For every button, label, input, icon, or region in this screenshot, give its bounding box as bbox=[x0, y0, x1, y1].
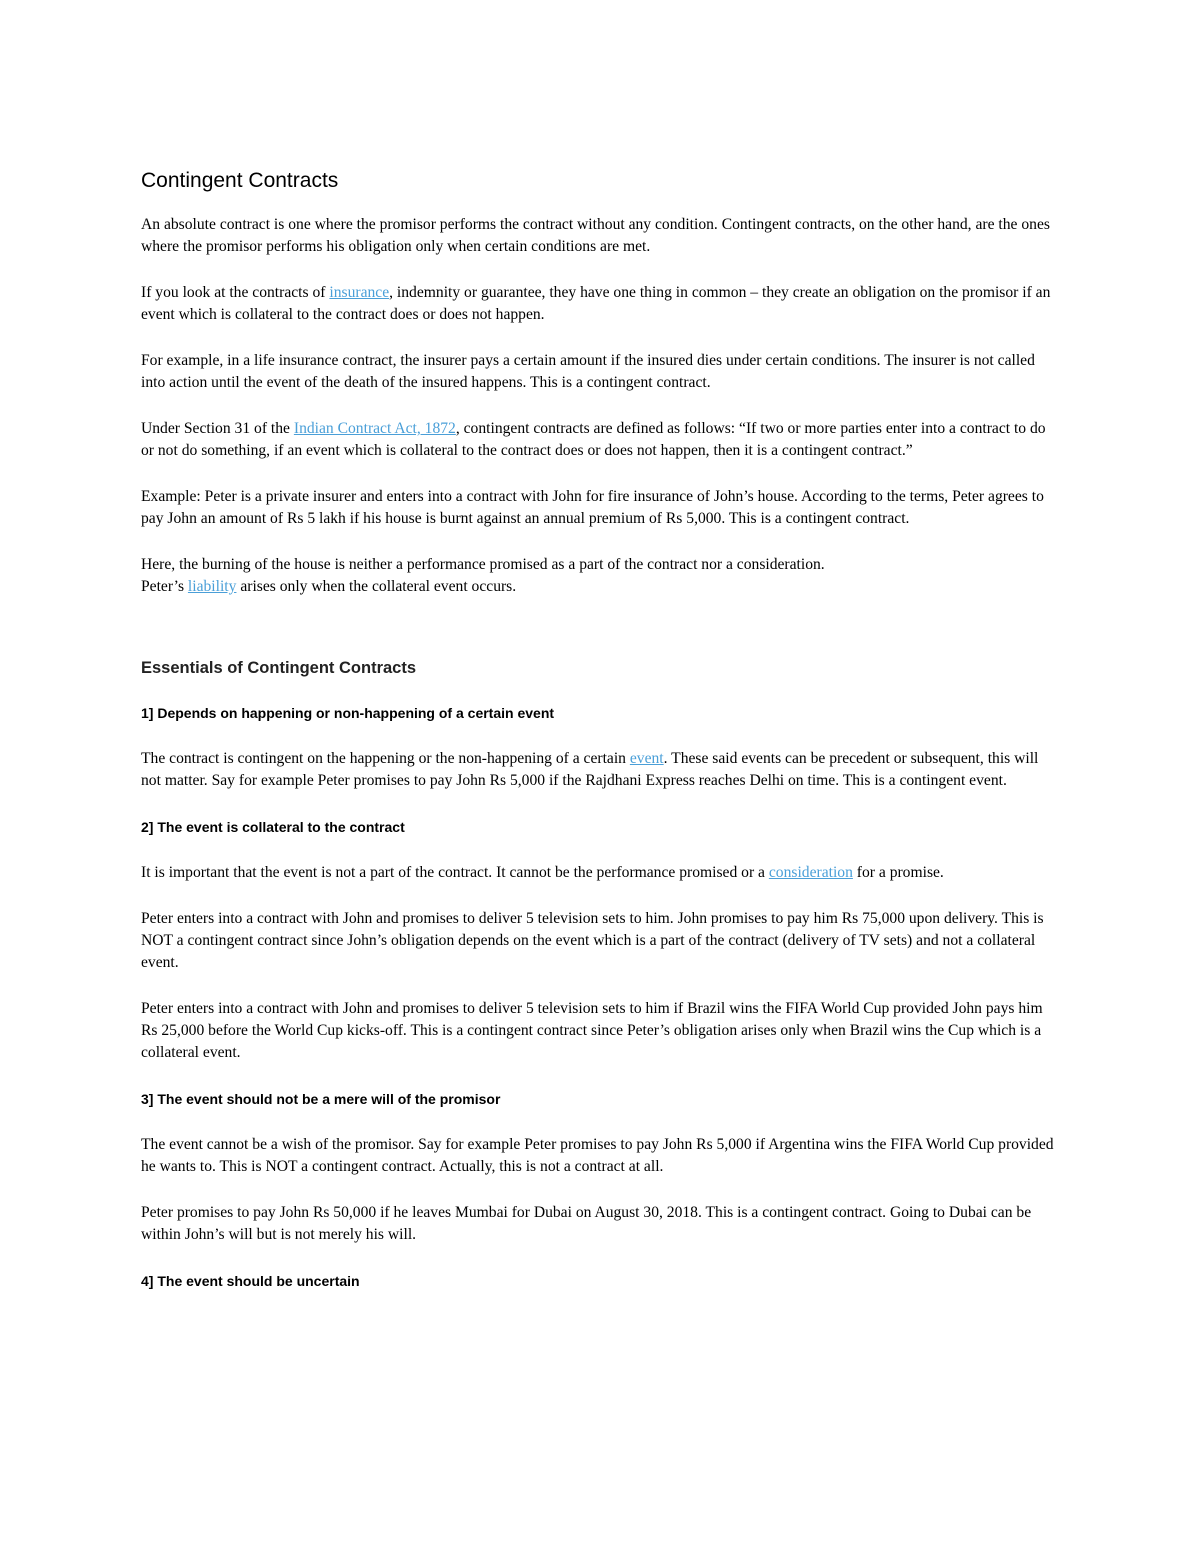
text-run: , contingent contracts are defined as follows: “If two or more parties enter into a contract to do or not do something, if an event which is collateral to the contract does or does not happen, then it is a contingent contract.” bbox=[141, 420, 1046, 459]
essential-2-paragraph bbox=[141, 862, 1061, 884]
liability-link[interactable]: liability bbox=[187, 578, 237, 595]
text-run: If you look at the contracts of bbox=[141, 284, 330, 301]
text-run: Peter’s bbox=[141, 578, 188, 595]
text-run: Under Section 31 of the bbox=[141, 420, 294, 437]
text-run: Here, the burning of the house is neither a performance promised as a part of the contract nor a consideration. bbox=[141, 556, 825, 573]
consideration-link[interactable]: consideration bbox=[768, 864, 853, 881]
paragraph-collateral-event bbox=[141, 554, 1061, 598]
essential-2-heading: 2] The event is collateral to the contract bbox=[141, 819, 405, 835]
essential-3-heading: 3] The event should not be a mere will of the promisor bbox=[141, 1091, 501, 1107]
page-title: Contingent Contracts bbox=[141, 169, 339, 192]
event-link[interactable]: event bbox=[629, 750, 664, 767]
paragraph-life-insurance-example: For example, in a life insurance contract, the insurer pays a certain amount if the insured dies under certain conditions. The insurer is not called into action until the event of the death of the insured happens. This is a contingent contract. bbox=[141, 352, 1035, 391]
essential-3-paragraph: The event cannot be a wish of the promisor. Say for example Peter promises to pay John Rs 5,000 if Argentina wins the FIFA World Cup provided he wants to. This is NOT a contingent contract. Actually, this is not a contract at all. bbox=[141, 1136, 1054, 1175]
text-run: . These said events can be precedent or subsequent, this will not matter. Say for example Peter promises to pay John Rs 5,000 if the Rajdhani Express reaches Delhi on time. This is a contingent event. bbox=[141, 750, 1039, 789]
essentials-subheading: Essentials of Contingent Contracts bbox=[141, 659, 417, 677]
paragraph-section-31 bbox=[141, 418, 1061, 462]
indian-contract-act-link[interactable]: Indian Contract Act, 1872 bbox=[293, 420, 456, 437]
essential-4-heading: 4] The event should be uncertain bbox=[141, 1273, 360, 1289]
essential-1-paragraph bbox=[141, 748, 1061, 792]
essential-3-example-dubai: Peter promises to pay John Rs 50,000 if he leaves Mumbai for Dubai on August 30, 2018. This is a contingent contract. Going to Dubai can be within John’s will but is not merely his will. bbox=[141, 1204, 1032, 1243]
essential-2-example-tv: Peter enters into a contract with John and promises to deliver 5 television sets to him. John promises to pay him Rs 75,000 upon delivery. This is NOT a contingent contract since John’s obligation depends on the event which is a part of the contract (delivery of TV sets) and not a collateral event. bbox=[141, 910, 1044, 971]
text-run: , indemnity or guarantee, they have one thing in common – they create an obligation on the promisor if an event which is collateral to the contract does or does not happen. bbox=[141, 284, 1051, 323]
essential-2-example-brazil: Peter enters into a contract with John and promises to deliver 5 television sets to him if Brazil wins the FIFA World Cup provided John pays him Rs 25,000 before the World Cup kicks-off. This is a contingent contract since Peter’s obligation arises only when Brazil wins the Cup which is a collateral event. bbox=[141, 1000, 1043, 1061]
essential-1-heading: 1] Depends on happening or non-happening of a certain event bbox=[141, 705, 555, 721]
paragraph-absolute-contract: An absolute contract is one where the promisor performs the contract without any condition. Contingent contracts, on the other hand, are the ones where the promisor performs his obligation only when certain conditions are met. bbox=[141, 216, 1050, 255]
insurance-link[interactable]: insurance bbox=[329, 284, 390, 301]
document-page bbox=[141, 166, 1061, 1316]
text-run: for a promise. bbox=[852, 864, 944, 881]
text-run: It is important that the event is not a part of the contract. It cannot be the performance promised or a bbox=[141, 864, 769, 881]
text-run: arises only when the collateral event occurs. bbox=[236, 578, 517, 595]
text-run: The contract is contingent on the happening or the non-happening of a certain bbox=[141, 750, 630, 767]
paragraph-insurance bbox=[141, 282, 1061, 326]
paragraph-fire-insurance-example: Example: Peter is a private insurer and enters into a contract with John for fire insurance of John’s house. According to the terms, Peter agrees to pay John an amount of Rs 5 lakh if his house is burnt against an annual premium of Rs 5,000. This is a contingent contract. bbox=[141, 488, 1044, 527]
